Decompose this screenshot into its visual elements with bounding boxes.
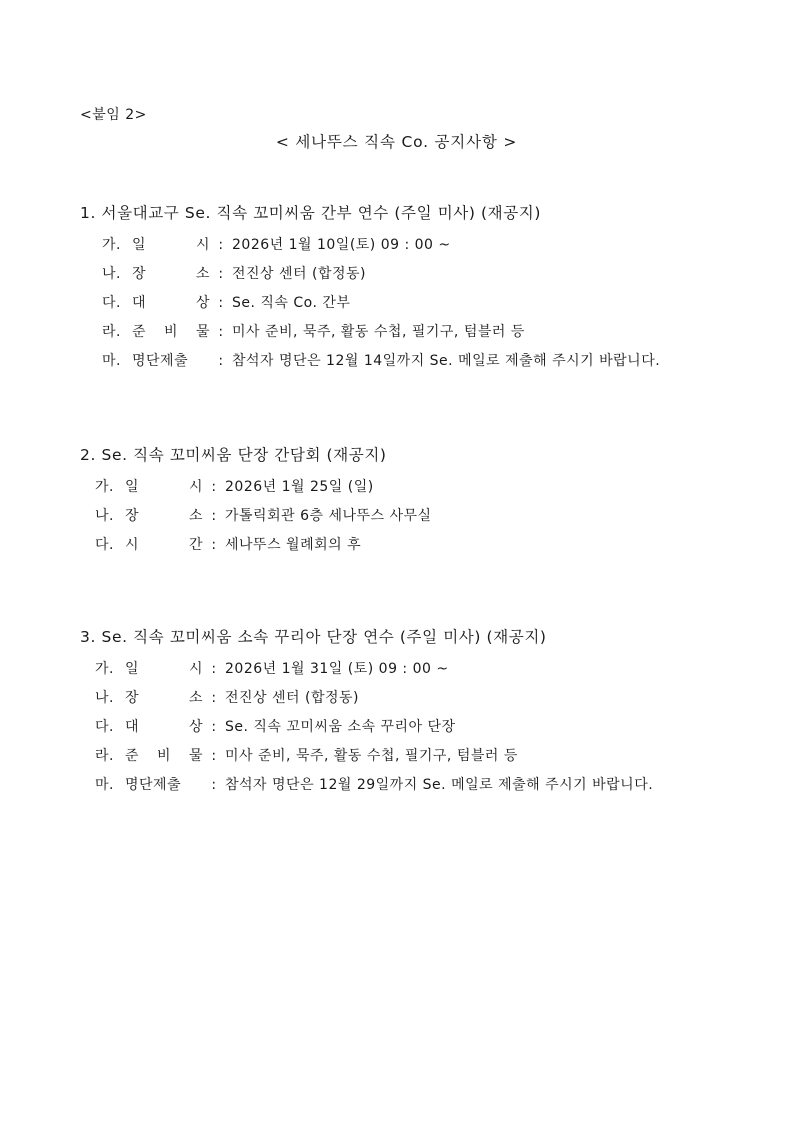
- item-label-char: 시: [195, 237, 210, 253]
- section-heading: 3. Se. 직속 꼬미씨움 소속 꾸리아 단장 연수 (주일 미사) (재공지): [80, 628, 547, 646]
- item-label-char: 소: [188, 508, 203, 524]
- section-item: [80, 684, 760, 713]
- item-separator: :: [211, 508, 217, 524]
- item-label-char: 물: [188, 748, 203, 764]
- item-label: [125, 502, 203, 531]
- item-label: [132, 289, 210, 318]
- section-item: [80, 655, 760, 684]
- item-marker: 라.: [95, 748, 114, 764]
- item-label: [125, 713, 203, 742]
- item-separator: :: [211, 479, 217, 495]
- item-marker: 마.: [95, 777, 114, 793]
- item-label: [132, 347, 210, 376]
- section-2: [80, 442, 760, 560]
- item-marker: 다.: [95, 537, 114, 553]
- item-marker: 마.: [102, 353, 121, 369]
- section-heading: 1. 서울대교구 Se. 직속 꼬미씨움 간부 연수 (주일 미사) (재공지): [80, 204, 542, 222]
- item-value: 2026년 1월 25일 (일): [225, 479, 374, 495]
- item-label-char: 소: [188, 690, 203, 706]
- item-label-char: 간: [188, 537, 203, 553]
- item-label-char: 일: [125, 479, 140, 495]
- section-item: [80, 473, 760, 502]
- item-marker: 라.: [102, 324, 121, 340]
- item-label-char: 상: [195, 295, 210, 311]
- item-value: 미사 준비, 묵주, 활동 수첩, 필기구, 텀블러 등: [225, 748, 518, 764]
- section-item: [80, 347, 760, 376]
- item-value: Se. 직속 Co. 간부: [232, 295, 351, 311]
- section-item: [80, 231, 760, 260]
- section-item: [80, 502, 760, 531]
- item-label-char: 대: [132, 295, 147, 311]
- item-label: [132, 231, 210, 260]
- section-item: [80, 260, 760, 289]
- section-item: [80, 713, 760, 742]
- item-value: 참석자 명단은 12월 29일까지 Se. 메일로 제출해 주시기 바랍니다.: [225, 777, 654, 793]
- section-item: [80, 318, 760, 347]
- item-separator: :: [211, 719, 217, 735]
- item-separator: :: [211, 777, 217, 793]
- item-separator: :: [211, 661, 217, 677]
- item-label-char: 소: [195, 266, 210, 282]
- attachment-label: <붙임 2>: [80, 107, 147, 123]
- item-marker: 나.: [95, 508, 114, 524]
- item-label-char: 준: [125, 748, 140, 764]
- item-label: [132, 260, 210, 289]
- section-item: [80, 531, 760, 560]
- item-label-char: 비: [163, 324, 179, 340]
- item-label-char: 준: [132, 324, 147, 340]
- item-label-char: 장: [132, 266, 147, 282]
- item-marker: 가.: [95, 479, 114, 495]
- item-label-char: 일: [125, 661, 140, 677]
- document-title: < 세나뚜스 직속 Co. 공지사항 >: [275, 133, 518, 151]
- item-value: 2026년 1월 10일(토) 09 : 00 ~: [232, 237, 451, 253]
- item-label-char: 명단제출: [125, 777, 182, 793]
- item-marker: 나.: [102, 266, 121, 282]
- section-item: [80, 771, 760, 800]
- item-label-char: 비: [156, 748, 172, 764]
- item-label: [125, 771, 203, 800]
- item-value: 2026년 1월 31일 (토) 09 : 00 ~: [225, 661, 449, 677]
- item-separator: :: [218, 295, 224, 311]
- item-label: [125, 473, 203, 502]
- section-1: [80, 200, 760, 376]
- section-item: [80, 742, 760, 771]
- item-separator: :: [211, 690, 217, 706]
- item-value: 참석자 명단은 12월 14일까지 Se. 메일로 제출해 주시기 바랍니다.: [232, 353, 661, 369]
- item-label-char: 명단제출: [132, 353, 189, 369]
- item-marker: 가.: [95, 661, 114, 677]
- item-separator: :: [218, 324, 224, 340]
- item-label: [125, 742, 203, 771]
- item-label-char: 장: [125, 690, 140, 706]
- item-separator: :: [218, 353, 224, 369]
- item-marker: 가.: [102, 237, 121, 253]
- item-separator: :: [218, 266, 224, 282]
- item-separator: :: [218, 237, 224, 253]
- item-marker: 다.: [102, 295, 121, 311]
- item-value: 미사 준비, 묵주, 활동 수첩, 필기구, 텀블러 등: [232, 324, 525, 340]
- item-separator: :: [211, 748, 217, 764]
- section-heading: 2. Se. 직속 꼬미씨움 단장 간담회 (재공지): [80, 446, 387, 464]
- section-item: [80, 289, 760, 318]
- item-label-char: 시: [188, 661, 203, 677]
- section-3: [80, 624, 760, 800]
- item-label-char: 시: [125, 537, 140, 553]
- item-label-char: 상: [188, 719, 203, 735]
- item-label-char: 장: [125, 508, 140, 524]
- item-separator: :: [211, 537, 217, 553]
- item-label: [125, 531, 203, 560]
- item-marker: 나.: [95, 690, 114, 706]
- item-value: 전진상 센터 (합정동): [225, 690, 360, 706]
- item-label-char: 시: [188, 479, 203, 495]
- item-value: 세나뚜스 월례회의 후: [225, 537, 362, 553]
- item-label: [125, 655, 203, 684]
- item-label-char: 물: [195, 324, 210, 340]
- item-label: [125, 684, 203, 713]
- item-value: 전진상 센터 (합정동): [232, 266, 367, 282]
- item-value: Se. 직속 꼬미씨움 소속 꾸리아 단장: [225, 719, 456, 735]
- item-value: 가톨릭회관 6층 세나뚜스 사무실: [225, 508, 432, 524]
- item-label: [132, 318, 210, 347]
- item-label-char: 대: [125, 719, 140, 735]
- item-label-char: 일: [132, 237, 147, 253]
- item-marker: 다.: [95, 719, 114, 735]
